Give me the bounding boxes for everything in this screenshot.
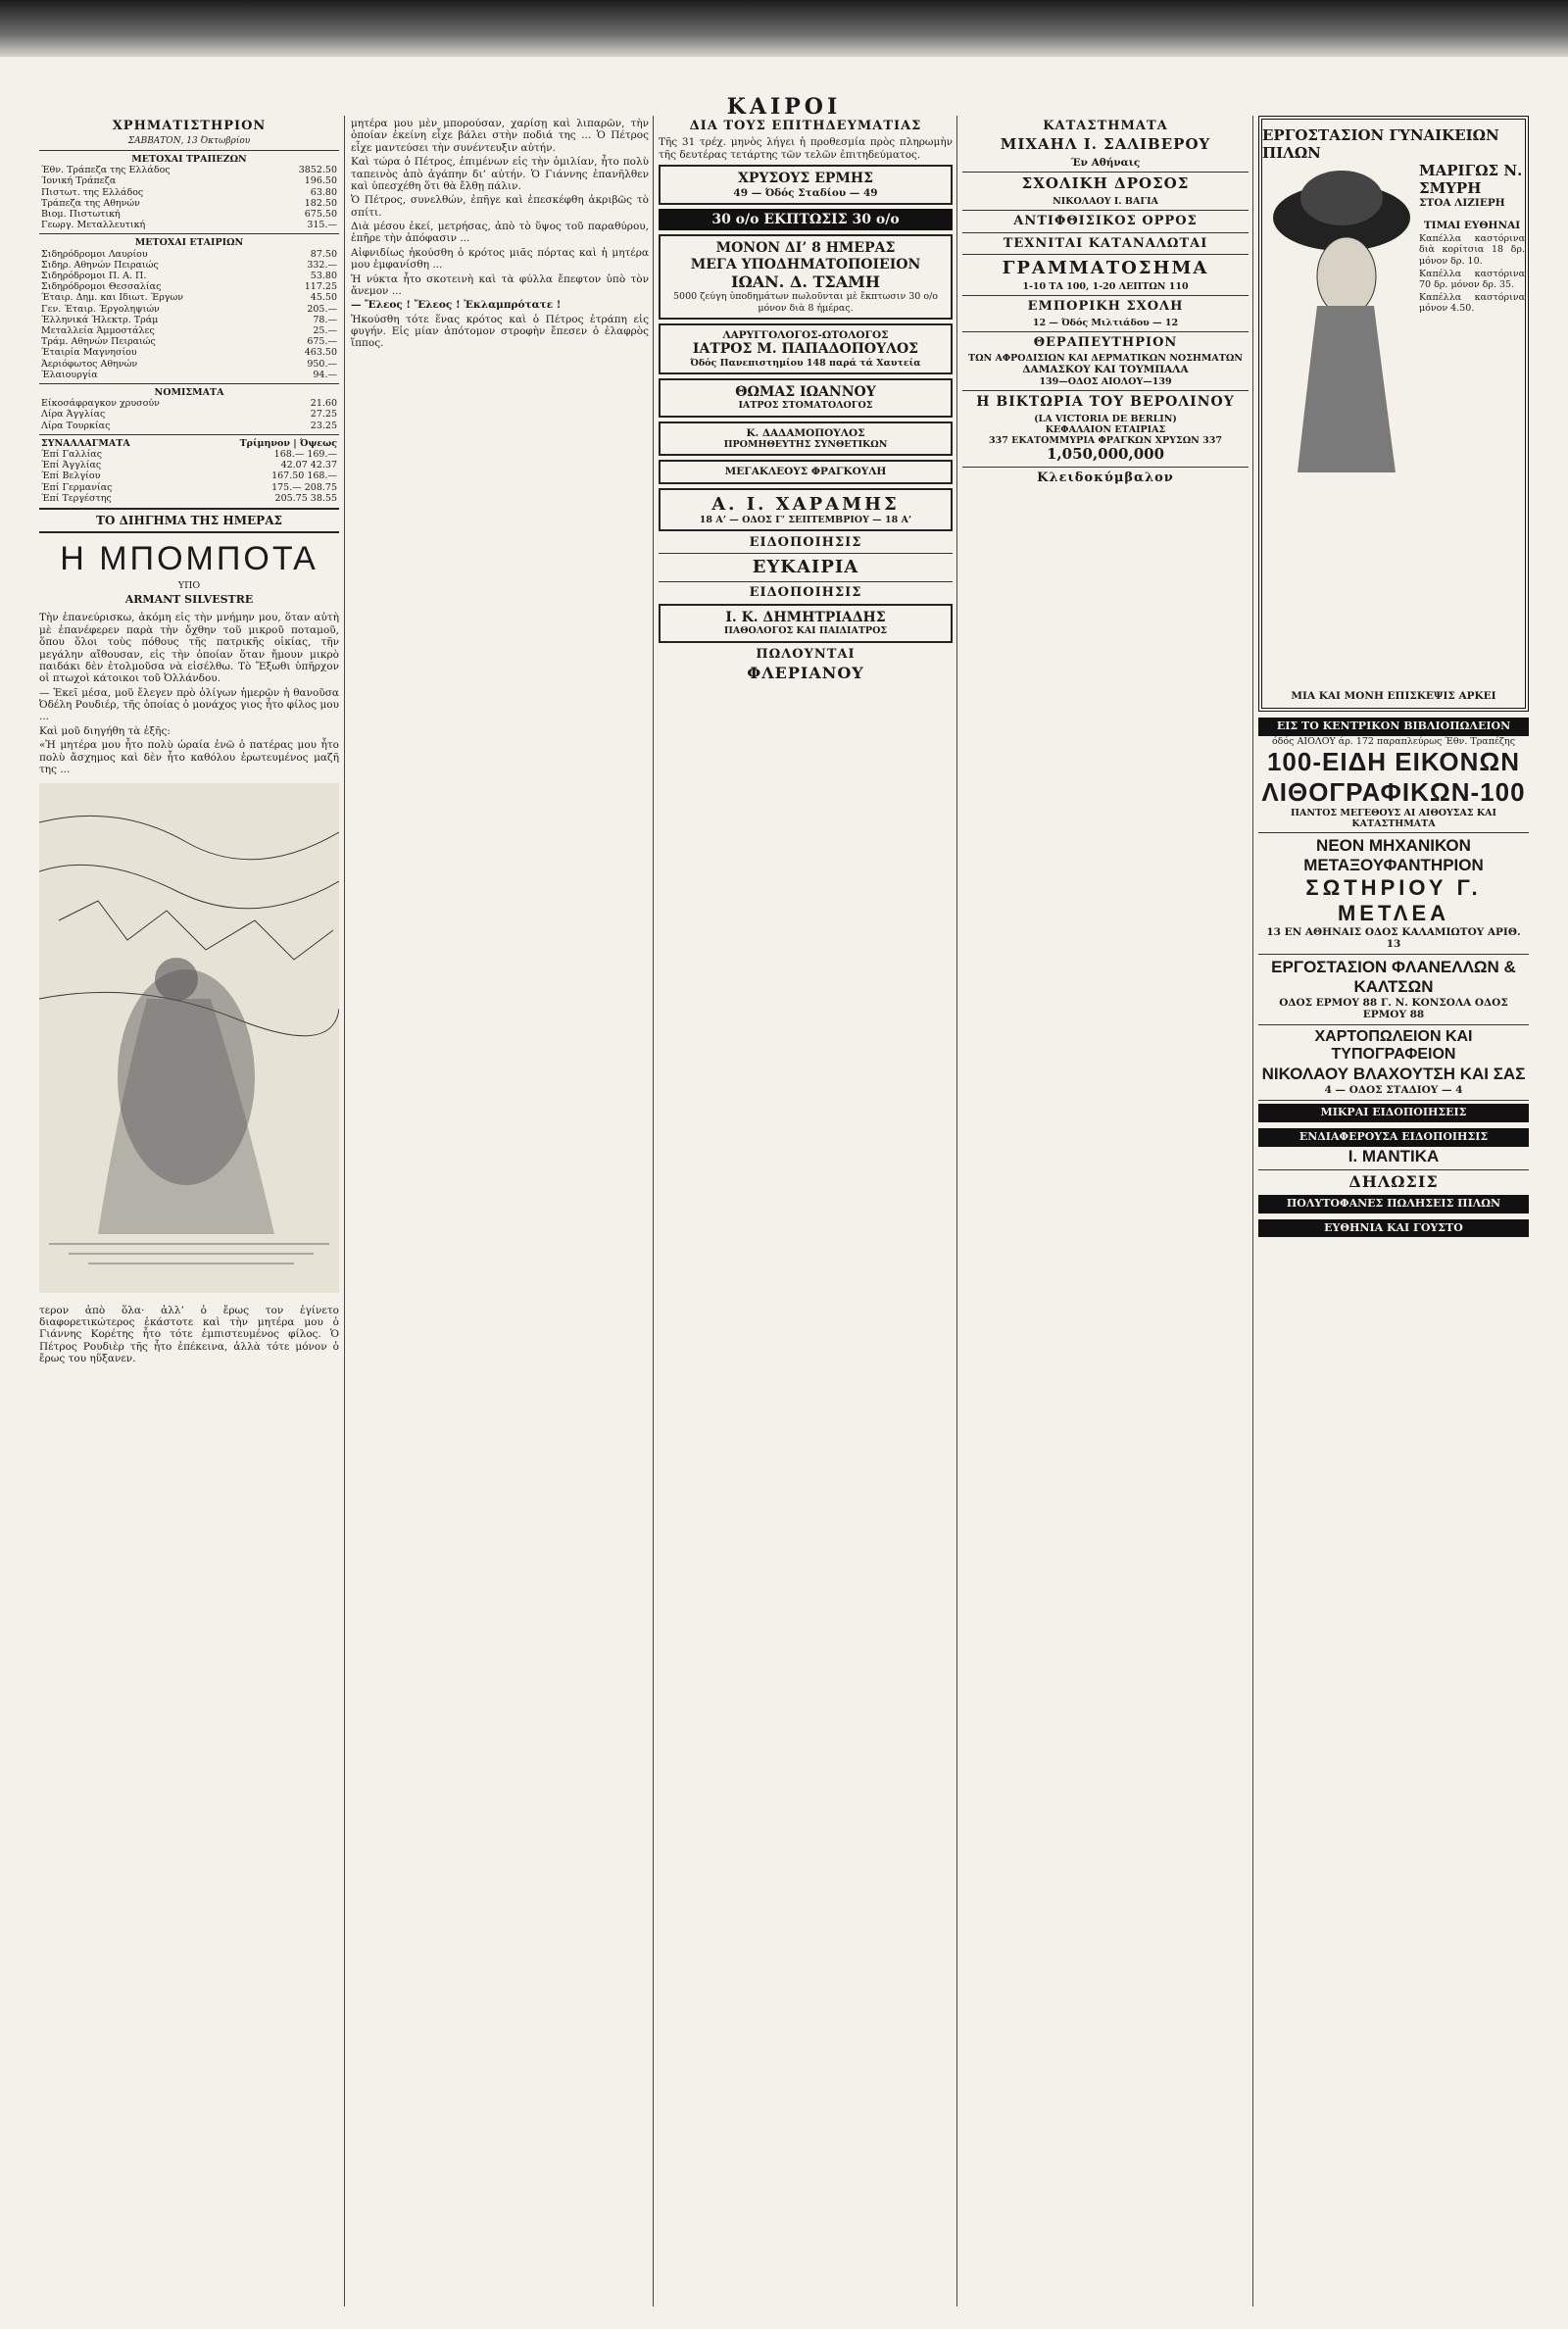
rate-row xyxy=(39,292,339,303)
rate-row xyxy=(39,209,339,220)
story-paragraph: μητέρα μου μὲν μπορούσαν, χαρίσῃ καὶ λιπαρῶν, τὴν ὁποίαν ἐκείνη εἶχε βάλει στὴν ποδιά της ... Ὁ Πέτρος εἶχε μαντεύσει τὴν συνέντευξιν αὐτήν. xyxy=(351,118,649,154)
rate-row xyxy=(39,449,339,460)
bookstore-title: ΕΙΣ ΤΟ ΚΕΝΤΡΙΚΟΝ ΒΙΒΛΙΟΠΩΛΕΙΟΝ xyxy=(1258,718,1529,736)
rate-name: Έταιρία Μαγνησίου xyxy=(41,347,137,359)
notice-heading: ΠΩΛΟΥΝΤΑΙ xyxy=(756,646,856,662)
rate-row xyxy=(39,304,339,315)
rate-value: 27.25 xyxy=(310,409,337,421)
ad-subheading: (LA VICTORIA DE BERLIN) xyxy=(1034,413,1177,424)
ad-doctor: ΙΑΤΡΟΣ Μ. ΠΑΠΑΔΟΠΟΥΛΟΣ xyxy=(692,341,919,358)
rate-name: Άεριόφωτος Αθηνών xyxy=(41,358,138,370)
rate-name: Πιστωτ. της Ελλάδος xyxy=(41,186,144,198)
hat-prices-heading: ΤΙΜΑΙ ΕΥΘΗΝΑΙ xyxy=(1423,219,1521,231)
rate-value: 182.50 xyxy=(304,197,337,209)
rate-name: Έπί Γαλλίας xyxy=(41,449,103,461)
rate-value: 78.— xyxy=(313,314,337,325)
stationery-owner: ΝΙΚΟΛΑΟΥ ΒΛΑΧΟΥΤΣΗ ΚΑΙ ΣΑΣ xyxy=(1261,1065,1526,1084)
fx-head-3m: Τρίμηνον xyxy=(239,437,290,449)
flannel-factory-address: ΟΔΟΣ ΕΡΜΟΥ 88 Γ. Ν. ΚΟΝΣΟΛΑ ΟΔΟΣ ΕΡΜΟΥ 88 xyxy=(1279,996,1508,1021)
banks-title: ΜΕΤΟΧΑΙ ΤΡΑΠΕΖΩΝ xyxy=(131,153,247,165)
story-paragraph: — Ἐκεῖ μέσα, μοῦ ἔλεγεν πρὸ ὀλίγων ἡμερῶν ἡ θανοῦσα Ὀδέλη Ρουδιέρ, τῆς ὁποίας ὁ μονάχος γιος ἦτο φίλος μου ... xyxy=(39,686,339,723)
ad-subtitle: ΠΡΟΜΗΘΕΥΤΗΣ ΣΥΝΘΕΤΙΚΩΝ xyxy=(723,438,888,450)
rate-row xyxy=(39,482,339,493)
rate-row xyxy=(39,220,339,230)
rate-value: 175.— 208.75 xyxy=(271,481,337,493)
declaration-title: ΔΗΛΩΣΙΣ xyxy=(1348,1171,1439,1191)
ad-subtitle: ΠΑΘΟΛΟΓΟΣ ΚΑΙ ΠΑΙΔΙΑΤΡΟΣ xyxy=(723,625,888,637)
flannel-factory-title: ΕΡΓΟΣΤΑΣΙΟΝ ΦΛΑΝΕΛΛΩΝ & ΚΑΛΤΣΩΝ xyxy=(1271,957,1516,996)
story-paragraph: Καὶ τώρα ὁ Πέτρος, ἐπιμένων εἰς τὴν ὁμιλίαν, ἦτο πολὺ ταπεινὸς ἀπὸ ἀγάπην δι’ αὐτήν. Ὁ Γιάννης ἐπανῆλθεν καὶ ὑπεσχέθη ὅτι θὰ ἔλθῃ πάλιν. xyxy=(351,156,649,192)
ad-dentist xyxy=(659,378,953,418)
coins-title: ΝΟΜΙΣΜΑΤΑ xyxy=(154,387,224,398)
ad-supplier xyxy=(659,421,953,457)
rate-value: 167.50 168.— xyxy=(271,471,337,482)
ad-laryngologist xyxy=(659,323,953,374)
story-paragraph: Τὴν ἐπανεύρισκω, ἀκόμη εἰς τὴν μνήμην μου, ὅταν αὐτὴ μὲ ἐπανέφερεν παρὰ τὴν ὄχθην τοῦ μικροῦ ποταμοῦ, ὅπου ὅλοι τοὺς πόθους τῆς πατρικῆς οἰκίας, τῆν μεγάλην αἴθουσαν, εἰς τὴν ὁποίαν ὅταν ἤμουν μικρὸ παιδάκι δὲν ἐτολμοῦσα νὰ εἰσέλθω. Τὸ Ἔξωθι ὑπῆρχον οἱ πτωχοὶ κάτοικοι τοῦ Ὀλλάνδου. xyxy=(39,612,339,685)
rate-row xyxy=(39,493,339,504)
rate-value: 117.25 xyxy=(304,281,337,293)
small-ads-title: ΜΙΚΡΑΙ ΕΙΔΟΠΟΙΗΣΕΙΣ xyxy=(1258,1104,1529,1122)
ad-title: ΜΕΓΑΚΛΕΟΥΣ ΦΡΑΓΚΟΥΛΗ xyxy=(724,466,887,478)
rate-name: Έλαιουργία xyxy=(41,369,98,380)
rate-row xyxy=(39,370,339,380)
rate-name: Μεταλλεία Άμμοστάλες xyxy=(41,324,155,336)
ad-subheading: ΚΕΦΑΛΑΙΟΝ ΕΤΑΙΡΙΑΣ xyxy=(1045,423,1166,435)
fx-rates xyxy=(39,449,339,504)
ad-subheading: 1,050,000,000 xyxy=(1046,445,1165,464)
companies-title: ΜΕΤΟΧΑΙ ΕΤΑΙΡΙΩΝ xyxy=(134,237,244,249)
rate-value: 45.50 xyxy=(310,292,337,304)
hat-motto: ΜΙΑ ΚΑΙ ΜΟΝΗ ΕΠΙΣΚΕΨΙΣ ΑΡΚΕΙ xyxy=(1291,689,1496,702)
ad-title: ΜΟΝΟΝ ΔΙ’ 8 ΗΜΕΡΑΣ xyxy=(715,240,896,257)
rate-row xyxy=(39,409,339,420)
rate-value: 63.80 xyxy=(310,186,337,198)
rate-row xyxy=(39,359,339,370)
rate-row xyxy=(39,271,339,281)
ad-heading: Κλειδοκύμβαλον xyxy=(1037,470,1174,485)
ad-heading: ΑΝΤΙΦΘΙΣΙΚΟΣ ΟΡΡΟΣ xyxy=(1013,214,1198,229)
rate-row xyxy=(39,260,339,271)
hat-sale-title: ΠΟΛΥΤΟΦΑΝΕΣ ΠΩΛΗΣΕΙΣ ΠΙΛΩΝ xyxy=(1258,1195,1529,1214)
hat-price: Καπέλλα καστόρινα 70 δρ. μόνον δρ. 35. xyxy=(1419,268,1525,290)
rate-value: 94.— xyxy=(313,369,337,380)
rate-name: Ίονική Τράπεζα xyxy=(41,175,117,187)
rate-value: 675.50 xyxy=(304,208,337,220)
rate-row xyxy=(39,198,339,209)
story-paragraph: Ὁ Πέτρος, συνελθών, ἐπῆγε καὶ ἐπεσκέφθη ἀκριβῶς τὸ σπίτι. xyxy=(351,194,649,219)
rate-name: Τράμ. Αθηνών Πειραιώς xyxy=(41,336,156,348)
rate-name: Σιδηρόδρομοι Λαυρίου xyxy=(41,248,148,260)
rate-value: 205.75 38.55 xyxy=(274,492,337,504)
story-paragraph: τερον ἀπὸ ὅλα· ἀλλ’ ὁ ἔρως τον ἐγίνετο διαφορετικώτερος ἑκάστοτε καὶ τὴν μητέρα μου ὁ Γιάννης Κορέτης ἦτο τότε ἐμπιστευμένος φίλος. Ὁ Πέτρος Ρουδιὲρ τῆς ἦτο ἐπέκεινα, ἀλλὰ τότε μόνον ὁ ἔρως του ηὕξανεν. xyxy=(39,1304,339,1365)
column-ads-b xyxy=(962,116,1249,2306)
ad-heading: ΓΡΑΜΜΑΤΟΣΗΜΑ xyxy=(1002,257,1209,278)
notice-heading: ΕΙΔΟΠΟΙΗΣΙΣ xyxy=(749,535,862,550)
market-title: ΧΡΗΜΑΤΙΣΤΗΡΙΟΝ xyxy=(112,119,267,133)
ad-chrysous-ermis xyxy=(659,165,953,205)
rate-row xyxy=(39,421,339,431)
scan-border xyxy=(0,0,1568,57)
rate-name: Σιδηρόδρομοι Π. Α. Π. xyxy=(41,270,147,281)
story-paragraph: Αἰφνιδίως ἠκούσθη ὁ κρότος μιᾶς πόρτας καὶ ἡ μητέρα μου ἐμφανίσθη ... xyxy=(351,246,649,272)
column-market-story: ΧΡΗΜΑΤΙΣΤΗΡΙΟΝ ΣΑΒΒΑΤΟΝ, 13 Όκτωβρίου ΜΕΤΟΧΑΙ ΤΡΑΠΕΖΩΝ Έθν. Τράπεζα της Ελλάδος 3852.50 Ίονική Τράπεζα 196.50 Πιστωτ. της Ελλάδος 63.80 Τράπεζα της Αθηνών 182.50 Βιομ. Πιστωτική 675.50 Γεωργ. Μεταλλευτική 315.— ΜΕΤΟΧΑΙ ΕΤΑΙΡΙΩΝ Σιδηρόδρομοι Λαυρίου 87.50 Σιδηρ. Αθηνών Πειραιώς 332.— Σιδηρόδρομοι Π. Α. Π. 53.80 Σιδηρόδρομοι Θεσσαλίας 117.25 Έταιρ. Δημ. και Ιδιωτ. Έργων 45.50 Γεν. Έταιρ. Έργοληψιών 205.— Έλληνικά Ήλεκτρ. Τράμ 78.— Μεταλλεία Άμμοστάλες 25.— Τράμ. Αθηνών Πειραιώς 675.— Έταιρία Μαγνησίου 463.50 Άεριόφωτος Αθηνών 950.— Έλαιουργία 94.— ΝΟΜΙΣΜΑΤΑ Είκοσάφραγκον χρυσούν 21.60 Λίρα Άγγλίας 27.25 Λίρα Τουρκίας 23.25 ΣΥΝΑΛΛΑΓΜΑΤΑ Τρίμηνον | Όψεως Έπί Γαλλίας 168.— 169.— Έπί Άγγλίας 42.07 42.37 Έπί Βελγίου 167.50 168.— Έπί Γερμανίας 175.— 208.75 Έπί Τεργέστης 205.75 38.55 ΤΟ ΔΙΗΓΗΜΑ ΤΗΣ ΗΜΕΡΑΣ Η ΜΠΟΜΠΟΤΑ ΥΠΟ ARMANT SILVESTRE Τὴν ἐπανεύρισκω, ἀκόμη εἰς τὴν μνήμην μου, ὅταν αὐτὴ μὲ ἐπανέφερεν παρὰ τὴν ὄχθην τοῦ μικροῦ ποταμοῦ, ὅπου ὅλοι τοὺς πόθους τῆς πατρικῆς οἰκίας, τῆν μεγάλην αἴθουσαν, εἰς τὴν ὁποίαν ὅταν ἤμουν μικρὸ παιδάκι δὲν ἐτολμοῦσα νὰ εἰσέλθω. Τὸ Ἔξωθι ὑπῆρχον οἱ πτωχοὶ κάτοικοι τοῦ Ὀλλάνδου. — Ἐκεῖ μέσα, μοῦ ἔλεγεν πρὸ ὀλίγων ἡμερῶν ἡ θανοῦσα Ὀδέλη Ρουδιέρ, τῆς ὁποίας ὁ μονάχος γιος ἦτο φίλος μου ... Καὶ μοῦ διηγήθη τὰ ἑξῆς: «Ἡ μητέρα μου ἦτο πολὺ ὡραία ἐνῶ ὁ πατέρας μου ἦτο πολὺ ἄσχημος καὶ δὲν ἦτο καθόλου ἐρωτευμένος μαζῆ της ... τερον ἀπὸ ὅλα· ἀλλ’ ὁ ἔρως τον ἐγίνετο διαφορετικώτερος ἑκάστοτε καὶ τὴν μητέρα μου ὁ Γιάννης Κορέτης ἦτο τότε ἐμπιστευμένος φίλος. Ὁ Πέτρος Ρουδιὲρ τῆς ἦτο ἐπέκεινα, ἀλλὰ τότε μόνον ὁ ἔρως του ηὕξανεν. xyxy=(39,119,339,1365)
ad-subheading: 12 — Όδός Μιλτιάδου — 12 xyxy=(1032,317,1179,328)
coin-rates xyxy=(39,398,339,431)
notice-heading: ΦΛΕΡΙΑΝΟΥ xyxy=(747,663,864,682)
icons-subline: ΠΑΝΤΟΣ ΜΕΓΕΘΟΥΣ ΑΙ ΑΙΘΟΥΣΑΣ ΚΑΙ ΚΑΤΑΣΤΗΜΑΤΑ xyxy=(1291,807,1496,829)
column-ads-a xyxy=(659,116,953,2306)
rate-name: Τράπεζα της Αθηνών xyxy=(41,197,140,209)
bookstore-address: όδός ΑΙΟΛΟΥ άρ. 172 παραπλεύρως Έθν. Τραπέζης xyxy=(1271,735,1516,747)
cheap-title: ΕΥΘΗΝΙΑ ΚΑΙ ΓΟΥΣΤΟ xyxy=(1258,1219,1529,1238)
rate-value: 950.— xyxy=(307,358,337,370)
fx-head-sight: Όψεως xyxy=(300,437,337,449)
ad-subheading: Έν Αθήναις xyxy=(1070,157,1141,170)
rate-name: Έταιρ. Δημ. και Ιδιωτ. Έργων xyxy=(41,292,184,304)
rate-value: 87.50 xyxy=(310,248,337,260)
rate-name: Γεωργ. Μεταλλευτική xyxy=(41,220,146,231)
important-notice-title: ΕΝΔΙΑΦΕΡΟΥΣΑ ΕΙΔΟΠΟΙΗΣΙΣ xyxy=(1258,1128,1529,1147)
story-paragraph: — Ἔλεος ! Ἔλεος ! Ἐκλαμπρότατε ! xyxy=(351,299,562,312)
notice-text: Τῆς 31 τρέχ. μηνὸς λήγει ἡ προθεσμία πρὸς πληρωμὴν τῆς δευτέρας τετάρτης τῶν τελῶν ἐπιτηδεύματος. xyxy=(659,136,953,161)
ad-heading: ΜΙΧΑΗΛ Ι. ΣΑΛΙΒΕΡΟΥ xyxy=(1000,135,1211,154)
rate-value: 42.07 42.37 xyxy=(280,460,337,471)
rate-name: Γεν. Έταιρ. Έργοληψιών xyxy=(41,303,160,315)
story-paragraph: Ἠκούσθη τότε ἕνας κρότος καὶ ὁ Πέτρος ἐτράπη εἰς φυγήν. Εἰς μίαν ἀπότομον στροφὴν ἔπεσεν ὁ ἐλαφρὸς ἵππος. xyxy=(351,313,649,350)
ad-address: Όδός Πανεπιστημίου 148 παρά τά Χαυτεία xyxy=(690,357,921,369)
stationery-address: 4 — ΟΔΟΣ ΣΤΑΔΙΟΥ — 4 xyxy=(1324,1084,1463,1097)
rate-name: Έπί Τεργέστης xyxy=(41,492,112,504)
ad-text: 5000 ζεύγη ὑποδημάτων πωλοῦνται μὲ ἔκπτωσιν 30 ο/ο μόνον διὰ 8 ἡμέρας. xyxy=(673,291,938,314)
ad-title: Ι. Κ. ΔΗΜΗΤΡΙΑΔΗΣ xyxy=(725,609,886,625)
rate-name: Έλληνικά Ήλεκτρ. Τράμ xyxy=(41,314,159,325)
discount-banner: 30 ο/ο ΕΚΠΤΩΣΙΣ 30 ο/ο xyxy=(659,209,953,231)
ad-heading: Η ΒΙΚΤΩΡΙΑ ΤΟΥ ΒΕΡΟΛΙΝΟΥ xyxy=(976,394,1235,411)
story-illustration xyxy=(39,783,339,1293)
column-story-continued xyxy=(351,116,649,2306)
ad-title: Κ. ΔΑΔΑΜΟΠΟΥΛΟΣ xyxy=(746,426,865,439)
icons-headline: 100-ΕΙΔΗ ΕΙΚΟΝΩΝ ΛΙΘΟΓΡΑΦΙΚΩΝ-100 xyxy=(1261,747,1526,807)
rate-row xyxy=(39,325,339,336)
ad-subheading: 337 ΕΚΑΤΟΜΜΥΡΙΑ ΦΡΑΓΚΩΝ ΧΡΥΣΩΝ 337 xyxy=(989,434,1222,446)
notice-heading: ΔΙΑ ΤΟΥΣ ΕΠΙΤΗΔΕΥΜΑΤΙΑΣ xyxy=(689,119,922,133)
masthead: ΚΑΙΡΟΙ xyxy=(726,94,842,120)
ad-subheading: 1-10 ΤΑ 100, 1-20 ΛΕΠΤΩΝ 110 xyxy=(1022,281,1189,293)
rate-value: 3852.50 xyxy=(298,165,337,176)
ad-heading: ΕΜΠΟΡΙΚΗ ΣΧΟΛΗ xyxy=(1027,299,1184,315)
rate-name: Έπί Βελγίου xyxy=(41,471,101,482)
story-paragraph: «Ἡ μητέρα μου ἦτο πολὺ ὡραία ἐνῶ ὁ πατέρας μου ἦτο πολὺ ἄσχημος καὶ δὲν ἦτο καθόλου ἐρωτευμένος μαζῆ της ... xyxy=(39,739,339,775)
hat-lady-illustration xyxy=(1268,159,1415,482)
rate-value: 21.60 xyxy=(310,398,337,410)
story-paragraph: Ἡ νύκτα ἦτο σκοτεινὴ καὶ τὰ φύλλα ἔπεφτον ὑπὸ τὸν ἄνεμον ... xyxy=(351,273,649,297)
ad-heading: ΘΕΡΑΠΕΥΤΗΡΙΟΝ xyxy=(1033,334,1178,350)
hat-location: ΣΤΟΑ ΛΙΖΙΕΡΗ xyxy=(1419,197,1505,210)
rate-name: Λίρα Τουρκίας xyxy=(41,420,111,431)
rate-name: Λίρα Άγγλίας xyxy=(41,409,106,421)
silk-factory-owner: ΣΩΤΗΡΙΟΥ Γ. ΜΕΤΛΕΑ xyxy=(1305,875,1482,925)
ad-heading: ΣΧΟΛΙΚΗ ΔΡΟΣΟΣ xyxy=(1021,174,1190,193)
rate-value: 53.80 xyxy=(310,270,337,281)
notice-heading: ΕΥΚΑΙΡΙΑ xyxy=(752,557,859,578)
story-paragraph: Καὶ μοῦ διηγήθη τὰ ἑξῆς: xyxy=(39,724,171,737)
story-paragraph: Διὰ μέσου ἐκεί, μετρήσας, ἀπὸ τὸ ὕψος τοῦ παραθύρου, ἐπῆρε τὴν ἀπόφασιν ... xyxy=(351,221,649,245)
rate-row xyxy=(39,175,339,186)
company-rates xyxy=(39,249,339,380)
ad-shoes xyxy=(659,234,953,319)
rate-row xyxy=(39,347,339,358)
rate-name: Έπί Άγγλίας xyxy=(41,460,102,471)
rate-row xyxy=(39,460,339,471)
rate-name: Έπί Γερμανίας xyxy=(41,481,113,493)
fx-title: ΣΥΝΑΛΛΑΓΜΑΤΑ xyxy=(41,437,130,449)
rate-name: Είκοσάφραγκον χρυσούν xyxy=(41,398,160,410)
ad-heading: ΤΕΧΝΙΤΑΙ ΚΑΤΑΝΑΛΩΤΑΙ xyxy=(1003,235,1208,251)
hat-price: Καπέλλα καστόρινα διὰ κορίτσια 18 δρ. μόνον δρ. 10. xyxy=(1419,233,1525,267)
ad-subheading: ΔΑΜΑΣΚΟΥ ΚΑΙ ΤΟΥΜΠΑΛΑ xyxy=(1022,364,1189,376)
ad-calligraphy xyxy=(659,460,953,483)
hat-owner: ΜΑΡΙΓΩΣ Ν. ΣΜΥΡΗ xyxy=(1419,162,1523,197)
ad-address: 18 Α’ — ΟΔΟΣ Γ’ ΣΕΠΤΕΜΒΡΙΟΥ — 18 Α’ xyxy=(699,514,912,525)
rate-row xyxy=(39,249,339,260)
ad-address: 49 — Όδός Σταδίου — 49 xyxy=(733,186,878,199)
important-notice-name: Ι. ΜΑΝΤΙΚΑ xyxy=(1348,1146,1440,1165)
ad-subheading: ΤΩΝ ΑΦΡΟΔΙΣΙΩΝ ΚΑΙ ΔΕΡΜΑΤΙΚΩΝ ΝΟΣΗΜΑΤΩΝ xyxy=(968,353,1243,365)
rate-row xyxy=(39,165,339,175)
ad-title: Α. Ι. ΧΑΡΑΜΗΣ xyxy=(711,493,900,515)
ad-subtitle: ΜΕΓΑ ΥΠΟΔΗΜΑΤΟΠΟΙΕΙΟΝ xyxy=(690,257,921,273)
rate-row xyxy=(39,315,339,325)
ad-title: ΧΡΥΣΟΥΣ ΕΡΜΗΣ xyxy=(737,171,874,187)
rate-value: 332.— xyxy=(307,259,337,271)
ad-subheading: 139—ΟΔΟΣ ΑΙΟΛΟΥ—139 xyxy=(1039,375,1172,387)
rate-value: 463.50 xyxy=(304,347,337,359)
rate-row xyxy=(39,398,339,409)
market-date: ΣΑΒΒΑΤΟΝ, 13 Όκτωβρίου xyxy=(127,136,251,147)
ad-subtitle: ΙΑΤΡΟΣ ΣΤΟΜΑΤΟΛΟΓΟΣ xyxy=(738,400,873,412)
rate-row xyxy=(39,187,339,198)
rate-name: Σιδηρόδρομοι Θεσσαλίας xyxy=(41,281,162,293)
rate-value: 675.— xyxy=(307,336,337,348)
rate-value: 196.50 xyxy=(304,175,337,187)
bank-rates xyxy=(39,165,339,230)
rate-value: 23.25 xyxy=(310,420,337,431)
rate-name: Έθν. Τράπεζα της Ελλάδος xyxy=(41,165,171,176)
rate-value: 205.— xyxy=(307,303,337,315)
ad-charamis xyxy=(659,488,953,531)
hat-title: ΕΡΓΟΣΤΑΣΙΟΝ ΓΥΝΑΙΚΕΙΩΝ ΠΙΛΩΝ xyxy=(1262,126,1499,162)
ad-title: ΘΩΜΑΣ ΙΩΑΝΝΟΥ xyxy=(735,383,876,400)
story-author: ARMANT SILVESTRE xyxy=(124,592,254,606)
ad-title: ΛΑΡΥΓΓΟΛΟΓΟΣ-ΩΤΟΛΟΓΟΣ xyxy=(722,328,889,341)
notice-heading: ΕΙΔΟΠΟΙΗΣΙΣ xyxy=(749,584,862,600)
ad-heading: ΚΑΤΑΣΤΗΜΑΤΑ xyxy=(1043,119,1168,133)
silk-factory-address: 13 ΕΝ ΑΘΗΝΑΙΣ ΟΔΟΣ ΚΑΛΑΜΙΩΤΟΥ ΑΡΙΘ. 13 xyxy=(1266,925,1521,951)
newspaper-page xyxy=(39,116,1529,2311)
hat-factory-ad xyxy=(1258,116,1529,712)
ad-owner: ΙΩΑΝ. Δ. ΤΣΑΜΗ xyxy=(731,272,880,291)
rate-name: Βιομ. Πιστωτική xyxy=(41,208,121,220)
rate-row xyxy=(39,471,339,481)
hat-price: Καπέλλα καστόρινα μόνον 4.50. xyxy=(1419,292,1525,315)
stationery-title: ΧΑΡΤΟΠΩΛΕΙΟΝ ΚΑΙ ΤΥΠΟΓΡΑΦΕΙΟΝ xyxy=(1314,1027,1473,1064)
ad-dimitriadis xyxy=(659,604,953,643)
column-ads-c xyxy=(1258,116,1529,2306)
rate-name: Σιδηρ. Αθηνών Πειραιώς xyxy=(41,259,159,271)
silk-factory-title: ΝΕΟΝ ΜΗΧΑΝΙΚΟΝ ΜΕΤΑΞΟΥΦΑΝΤΗΡΙΟΝ xyxy=(1303,835,1484,874)
ad-subheading: ΝΙΚΟΛΑΟΥ Ι. ΒΑΓΙΑ xyxy=(1053,196,1158,208)
rate-row xyxy=(39,336,339,347)
rate-value: 168.— 169.— xyxy=(273,449,337,461)
rate-row xyxy=(39,281,339,292)
rate-value: 315.— xyxy=(307,220,337,231)
story-by: ΥΠΟ xyxy=(177,580,201,592)
rate-value: 25.— xyxy=(313,324,337,336)
story-title: Η ΜΠΟΜΠΟΤΑ xyxy=(60,540,318,578)
story-section: ΤΟ ΔΙΗΓΗΜΑ ΤΗΣ ΗΜΕΡΑΣ xyxy=(96,514,282,528)
